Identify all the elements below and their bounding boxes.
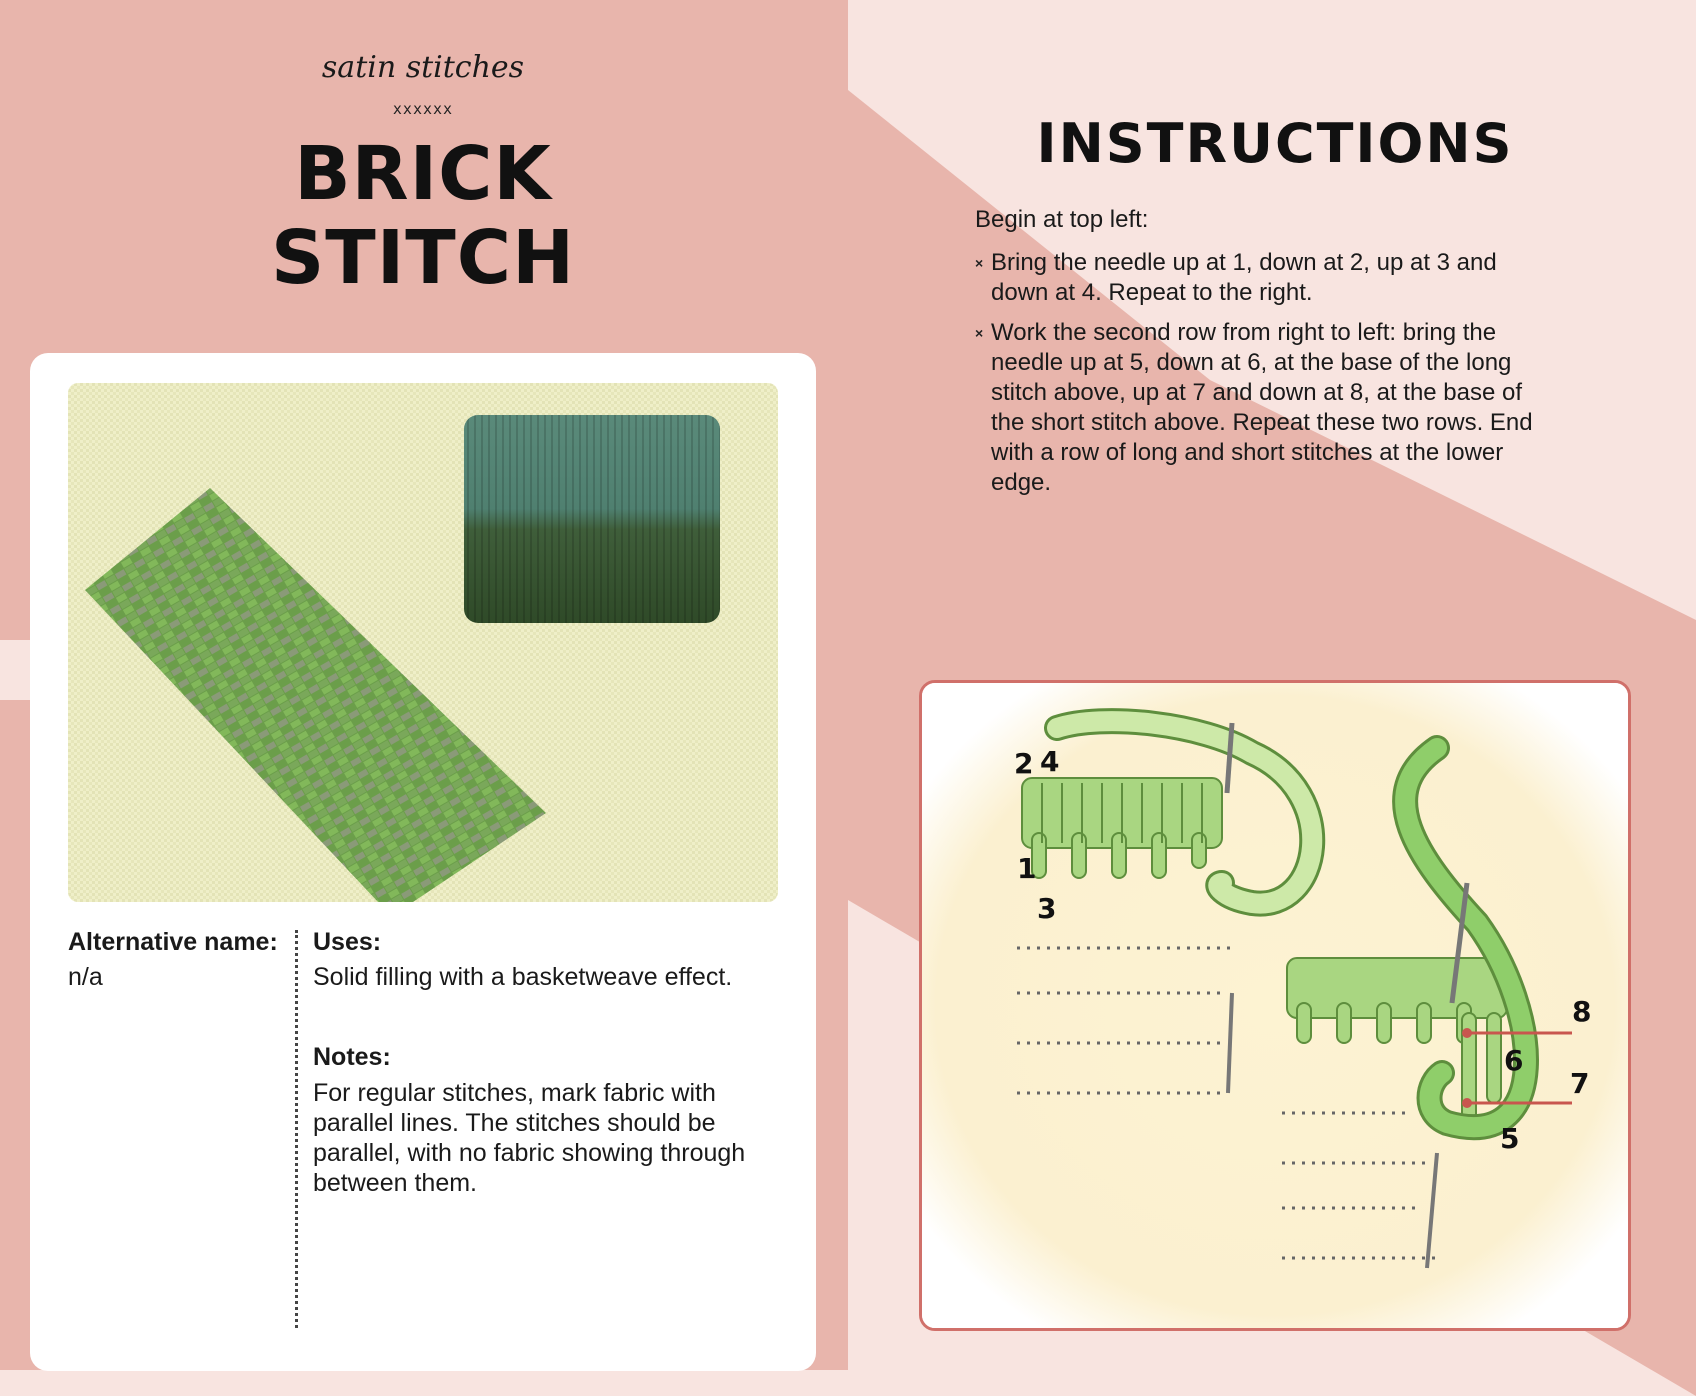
alternative-name-label: Alternative name: bbox=[68, 928, 278, 956]
instruction-step-text: Work the second row from right to left: bring the needle up at 5, down at 6, at the base of the long stitch above, up at 7 and down at 8, at the base of the short stitch above. Repeat these two rows. End with a row of long and short stitches at the lower edge. bbox=[991, 319, 1533, 496]
step-number-6: 6 bbox=[1504, 1044, 1524, 1077]
notes-value: For regular stitches, mark fabric with parallel lines. The stitches should be parallel, with no fabric showing through between them. bbox=[313, 1079, 746, 1197]
uses-label: Uses: bbox=[313, 928, 382, 956]
cross-bullet-icon: × bbox=[975, 325, 984, 341]
instruction-step bbox=[975, 318, 1555, 498]
bg-light-bottom bbox=[0, 1370, 848, 1396]
page-title-line-2: STITCH bbox=[270, 215, 576, 301]
cross-bullet-icon: × bbox=[975, 255, 984, 271]
category-label: satin stitches bbox=[321, 50, 525, 85]
step-number-1: 1 bbox=[1017, 852, 1037, 885]
stitch-sample-photo bbox=[68, 383, 778, 902]
step-number-4: 4 bbox=[1040, 745, 1060, 778]
teal-brick-stitch-sample bbox=[464, 415, 720, 623]
instructions-list bbox=[975, 248, 1555, 508]
step-number-2: 2 bbox=[1014, 747, 1034, 780]
uses-value: Solid filling with a basketweave effect. bbox=[313, 963, 733, 991]
column-divider bbox=[295, 930, 298, 1328]
page-title bbox=[0, 132, 846, 300]
alternative-name-value: n/a bbox=[68, 963, 103, 991]
instructions-title: INSTRUCTIONS bbox=[1036, 112, 1514, 175]
category-divider: xxxxxx bbox=[392, 100, 454, 118]
page-title-line-1: BRICK bbox=[294, 131, 552, 217]
instructions-intro: Begin at top left: bbox=[975, 206, 1149, 233]
step-number-3: 3 bbox=[1037, 892, 1057, 925]
step-number-8: 8 bbox=[1572, 995, 1592, 1028]
notes-label: Notes: bbox=[313, 1043, 391, 1071]
step-number-7: 7 bbox=[1570, 1067, 1590, 1100]
stitch-diagram bbox=[919, 680, 1631, 1331]
instruction-step-text: Bring the needle up at 1, down at 2, up at 3 and down at 4. Repeat to the right. bbox=[991, 249, 1497, 306]
instruction-step bbox=[975, 248, 1555, 308]
step-number-5: 5 bbox=[1500, 1122, 1520, 1155]
